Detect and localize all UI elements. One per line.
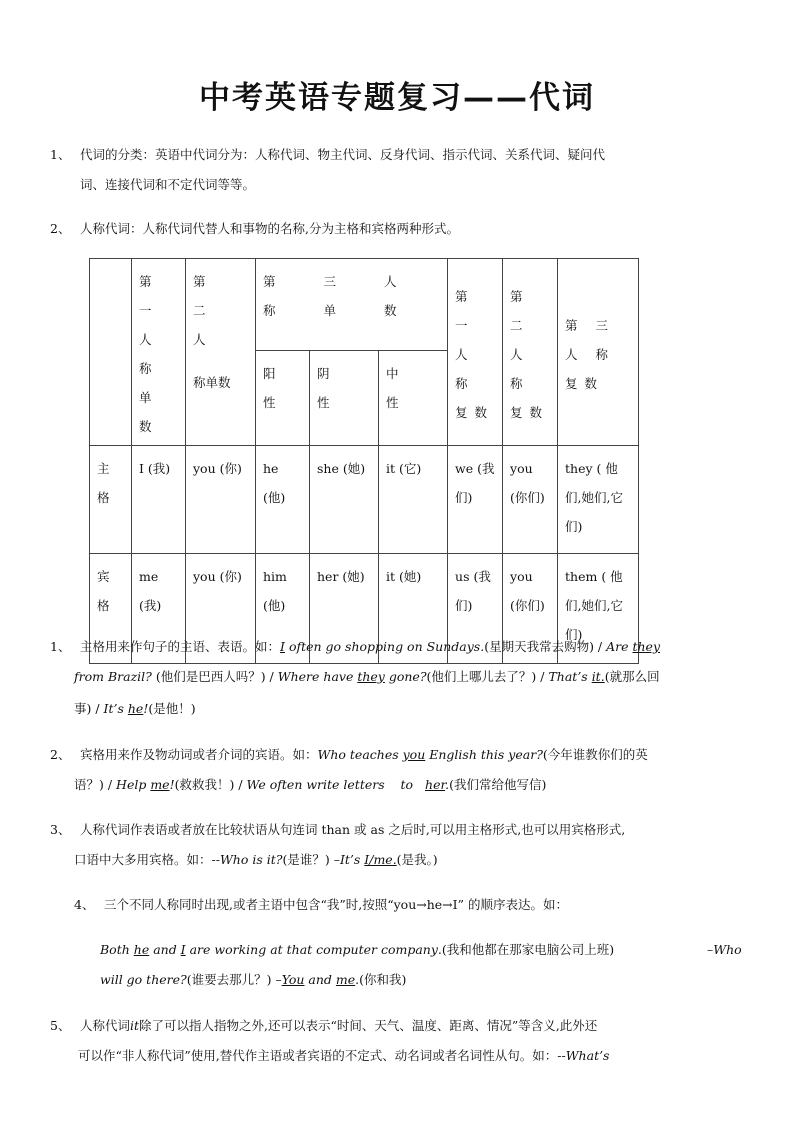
table-cell: it (它) xyxy=(379,446,448,554)
header-masculine: 阳 性 xyxy=(256,351,310,446)
note-1-line-2: from Brazil? (他们是巴西人吗？) / Where have they gone?(他们上哪儿去了？) / That’s it.(就那么回 xyxy=(74,669,660,684)
header-third-person-plural: 第 三 人 称复数 xyxy=(558,259,639,446)
table-cell: me (我) xyxy=(132,554,186,664)
note-2-line-2: 语？) / Help me!(救救我！) / We often write letters to her.(我们常给他写信) xyxy=(74,777,547,792)
note-4-example-line-2: will go there?(谁要去那儿？) –You and me.(你和我) xyxy=(100,972,407,987)
table-cell: her (她) xyxy=(310,554,379,664)
note-3-line-1: 3、 人称代词作表语或者放在比较状语从句连词 than 或 as 之后时,可以用主格形式,也可以用宾格形式, xyxy=(50,822,626,837)
note-4-who-question: –Who xyxy=(707,942,742,957)
table-cell: them ( 他 们,她们,它 们) xyxy=(558,554,639,664)
table-cell: you (你) xyxy=(186,446,256,554)
note-5-line-1: 5、 人称代词it除了可以指人指物之外,还可以表示“时间、天气、温度、距离、情况”等含义,此外还 xyxy=(50,1018,598,1033)
table-cell: I (我) xyxy=(132,446,186,554)
note-4-example-line-1: Both he and I are working at that computer company.(我和他都在那家电脑公司上班) xyxy=(100,942,615,957)
table-cell: she (她) xyxy=(310,446,379,554)
note-1-line-3: 事) / It’s he!(是他！) xyxy=(74,701,196,716)
table-cell: he (他) xyxy=(256,446,310,554)
section-1-line-2: 词、连接代词和不定代词等等。 xyxy=(80,177,256,192)
header-second-person-singular: 第 二 人 称单数 xyxy=(186,259,256,446)
table-cell: it (她) xyxy=(379,554,448,664)
table-cell: you (你) xyxy=(186,554,256,664)
table-cell: they ( 他 们,她们,它 们) xyxy=(558,446,639,554)
table-cell: we (我们) xyxy=(448,446,503,554)
table-cell: him (他) xyxy=(256,554,310,664)
table-corner-cell xyxy=(90,259,132,446)
header-neuter: 中 性 xyxy=(379,351,448,446)
note-1-line-1: 1、 主格用来作句子的主语、表语。如：I often go shopping on Sundays.(星期天我常去购物) / Are they xyxy=(50,639,661,654)
header-first-person-plural: 第 一 人 称 复数 xyxy=(448,259,503,446)
table-cell: you (你们) xyxy=(503,554,558,664)
note-2-line-1: 2、 宾格用来作及物动词或者介词的宾语。如：Who teaches you English this year?(今年谁教你们的英 xyxy=(50,747,648,762)
header-second-person-plural: 第 二 人 称 复数 xyxy=(503,259,558,446)
row-label-nominative: 主 格 xyxy=(90,446,132,554)
table-cell: us (我们) xyxy=(448,554,503,664)
note-5-line-2: 可以作“非人称代词”使用,替代作主语或者宾语的不定式、动名词或者名词性从句。如：--What’s xyxy=(78,1048,610,1063)
table-row xyxy=(90,446,639,554)
section-1-line-1: 1、 代词的分类：英语中代词分为：人称代词、物主代词、反身代词、指示代词、关系代词、疑问代 xyxy=(50,147,606,162)
header-third-person-singular: 第 三 人 称 单 数 xyxy=(256,259,448,351)
table-cell: you (你们) xyxy=(503,446,558,554)
header-first-person-singular: 第 一人 称单 数 xyxy=(132,259,186,446)
section-2-heading: 2、 人称代词：人称代词代替人和事物的名称,分为主格和宾格两种形式。 xyxy=(50,221,459,236)
note-4-heading: 4、 三个不同人称同时出现,或者主语中包含“我”时,按照“you→he→I” 的顺序表达。如： xyxy=(74,897,568,912)
header-feminine: 阴 性 xyxy=(310,351,379,446)
page-title: 中考英语专题复习——代词 xyxy=(199,80,595,116)
row-label-objective: 宾 格 xyxy=(90,554,132,664)
personal-pronoun-table xyxy=(89,258,639,664)
note-3-line-2: 口语中大多用宾格。如：--Who is it?(是谁？) –It’s I/me.(是我。) xyxy=(74,852,438,867)
